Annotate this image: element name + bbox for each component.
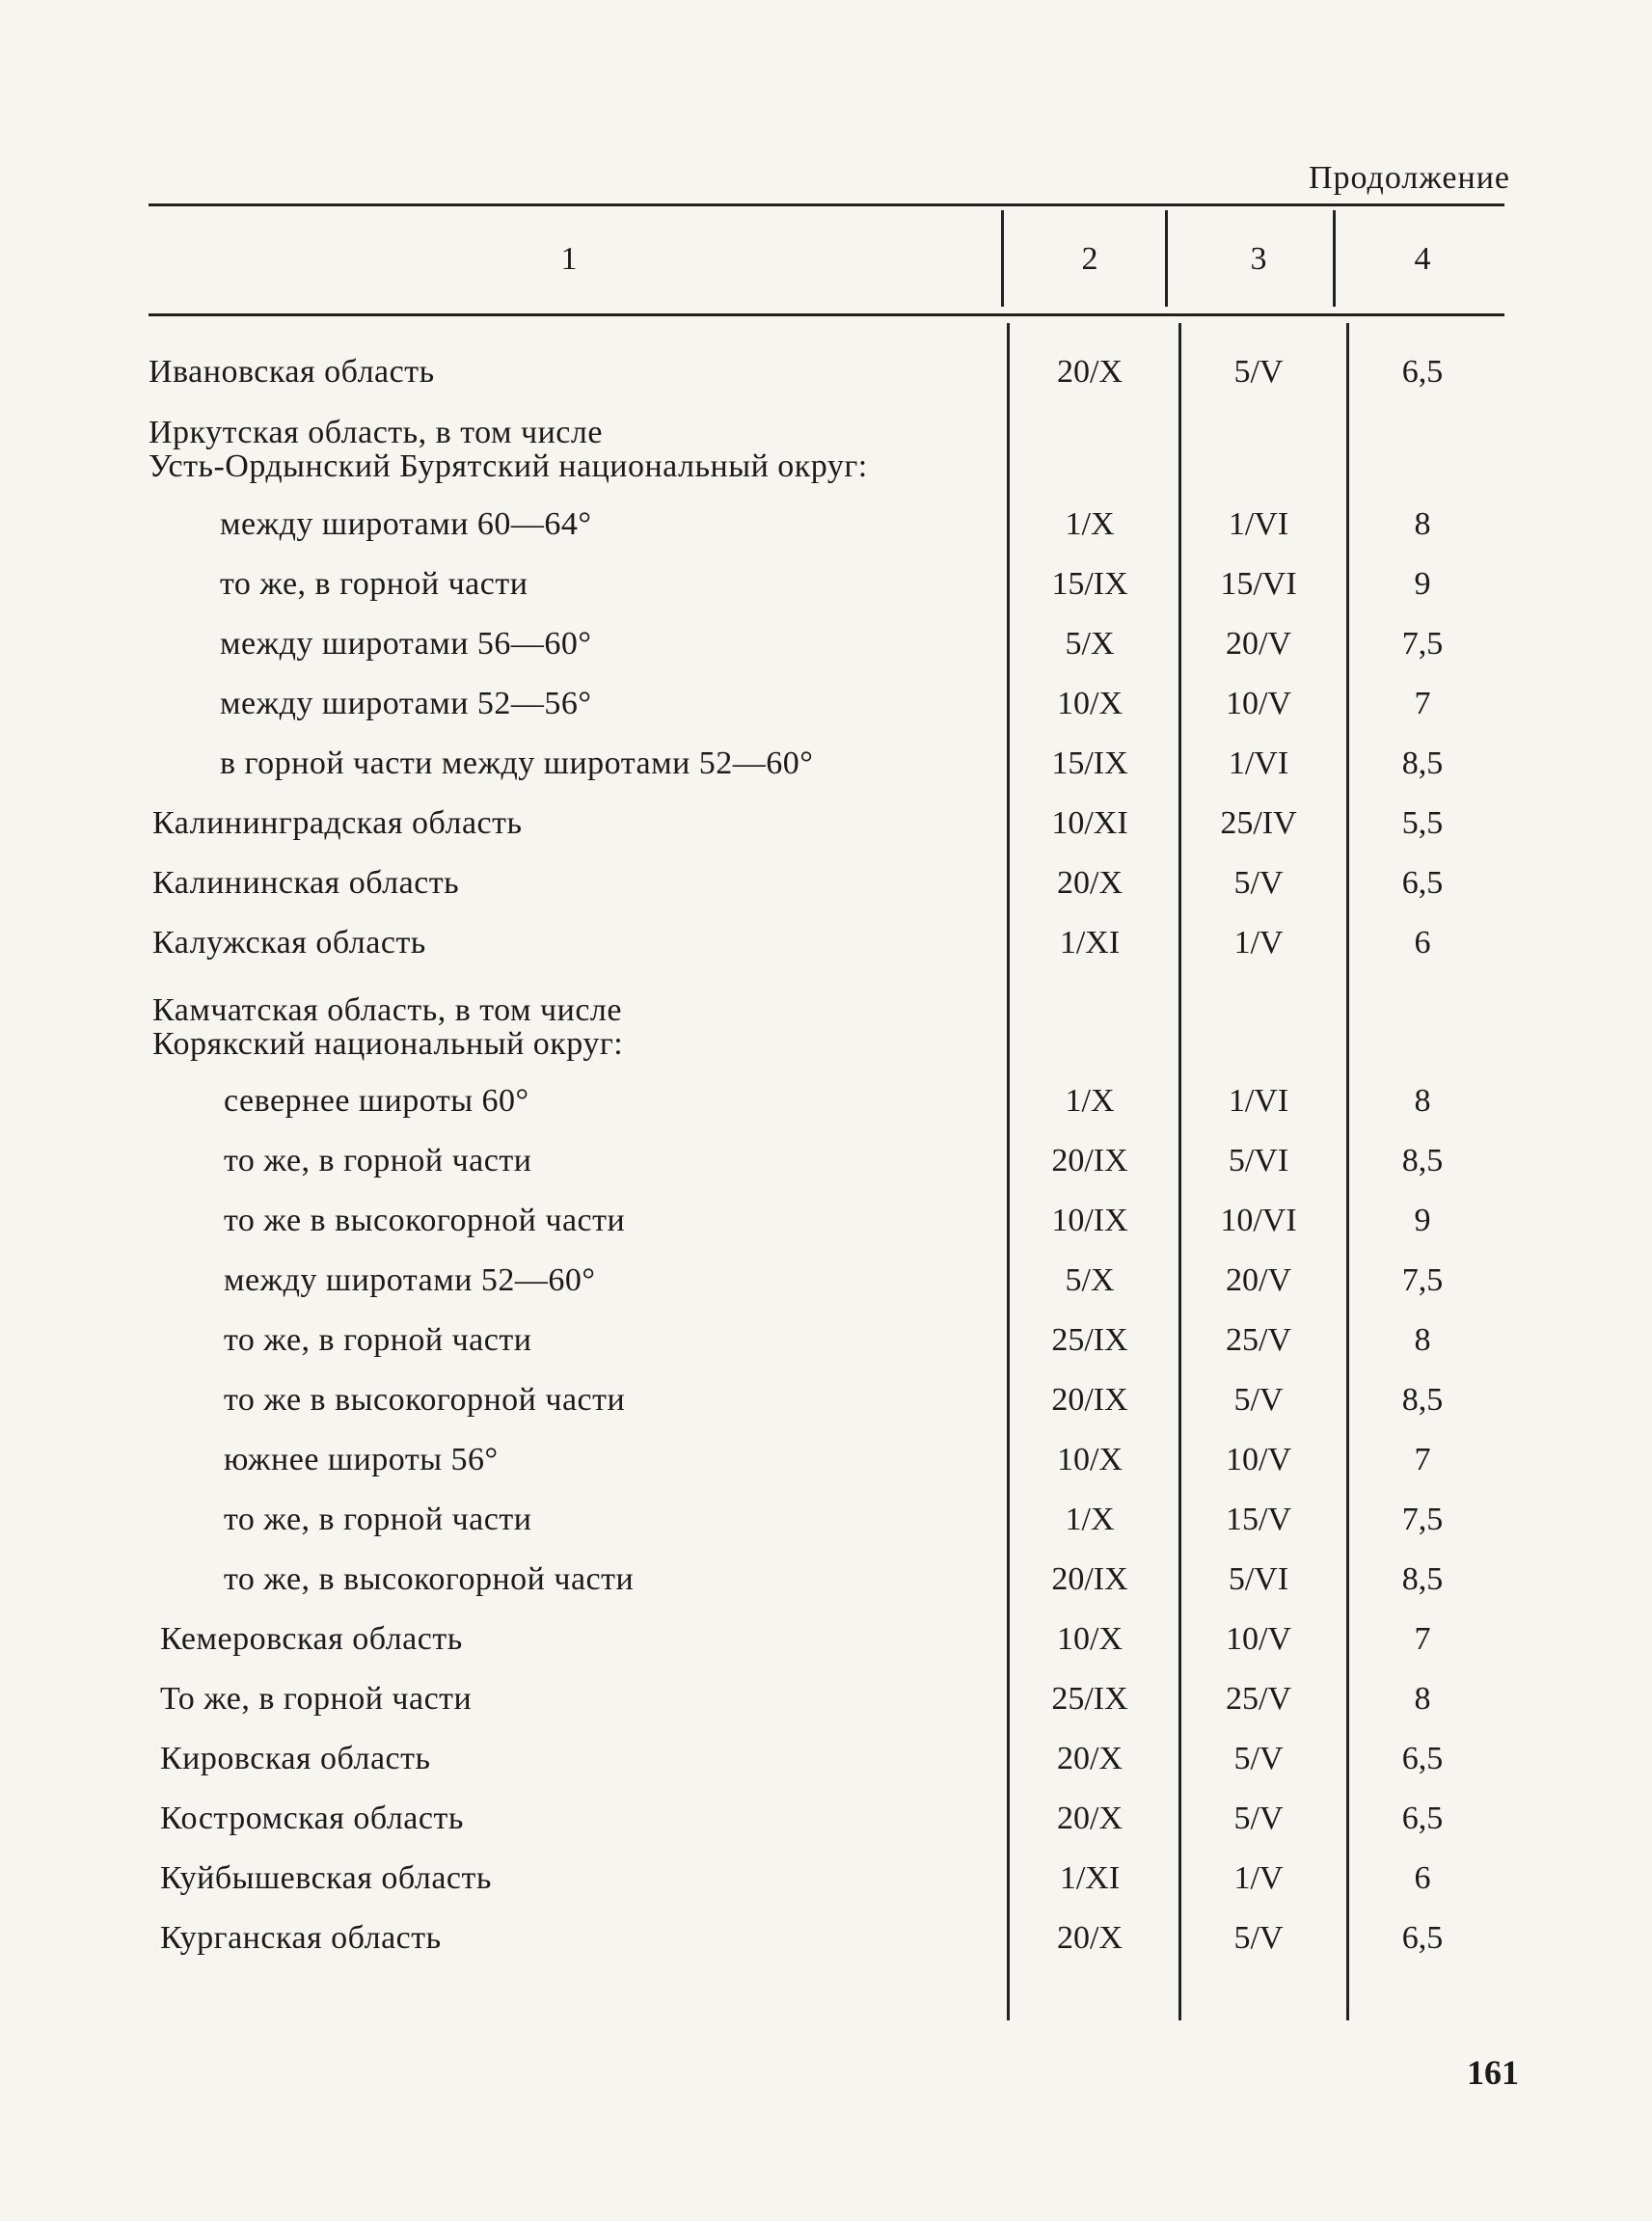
cell-col4: 6,5 (1401, 1741, 1444, 1776)
row-label: Кировская область (160, 1741, 431, 1776)
table-top-rule (149, 203, 1504, 206)
cell-col4: 8 (1414, 1083, 1431, 1119)
cell-col4: 8 (1414, 1681, 1431, 1717)
cell-col2: 20/X (1057, 1801, 1123, 1836)
row-label: Иркутская область, в том числе (149, 415, 603, 450)
column-divider-header-1 (1001, 210, 1004, 307)
row-label: то же в высокогорной части (224, 1203, 626, 1238)
row-label: Калужская область (152, 925, 426, 961)
cell-col2: 1/X (1065, 1083, 1115, 1119)
cell-col2: 5/X (1065, 1262, 1115, 1298)
cell-col3: 20/V (1226, 1262, 1291, 1298)
column-divider-body-1 (1007, 323, 1010, 2020)
cell-col4: 6,5 (1401, 1920, 1444, 1956)
cell-col3: 5/V (1233, 1382, 1284, 1418)
cell-col2: 10/IX (1051, 1203, 1128, 1238)
cell-col2: 20/X (1057, 1741, 1123, 1776)
cell-col2: 1/XI (1059, 1860, 1121, 1896)
cell-col4: 7 (1414, 1621, 1431, 1657)
row-label: то же, в высокогорной части (224, 1561, 635, 1597)
cell-col4: 8 (1414, 506, 1431, 542)
row-label: между широтами 56—60° (220, 626, 592, 662)
cell-col3: 1/VI (1228, 745, 1289, 781)
cell-col4: 7 (1414, 1442, 1431, 1477)
row-label: то же, в горной части (220, 566, 528, 602)
cell-col4: 8,5 (1401, 745, 1444, 781)
cell-col2: 1/X (1065, 1502, 1115, 1537)
cell-col3: 20/V (1226, 626, 1291, 662)
cell-col3: 1/VI (1228, 506, 1289, 542)
cell-col4: 6,5 (1401, 1801, 1444, 1836)
cell-col3: 25/V (1226, 1681, 1291, 1717)
cell-col4: 6 (1414, 1860, 1431, 1896)
cell-col3: 5/V (1233, 1741, 1284, 1776)
row-label: в горной части между широтами 52—60° (220, 745, 814, 781)
cell-col3: 1/VI (1228, 1083, 1289, 1119)
column-header-4: 4 (1414, 241, 1431, 277)
column-header-3: 3 (1250, 241, 1267, 277)
row-label: Усть-Ордынский Бурятский национальный округ: (149, 448, 868, 484)
row-label: Камчатская область, в том числе (152, 992, 622, 1028)
row-label: то же, в горной части (224, 1322, 532, 1358)
cell-col3: 25/IV (1220, 805, 1297, 841)
cell-col4: 8,5 (1401, 1561, 1444, 1597)
row-label: севернее широты 60° (224, 1083, 529, 1119)
cell-col3: 25/V (1226, 1322, 1291, 1358)
row-label: между широтами 52—60° (224, 1262, 596, 1298)
cell-col4: 8,5 (1401, 1143, 1444, 1178)
cell-col2: 10/X (1057, 686, 1123, 721)
cell-col2: 20/IX (1051, 1561, 1128, 1597)
row-label: То же, в горной части (160, 1681, 473, 1717)
row-label: Калининградская область (152, 805, 523, 841)
cell-col4: 7 (1414, 686, 1431, 721)
cell-col2: 25/IX (1051, 1322, 1128, 1358)
cell-col3: 15/VI (1220, 566, 1297, 602)
cell-col3: 10/V (1226, 686, 1291, 721)
row-label: то же в высокогорной части (224, 1382, 626, 1418)
cell-col3: 5/VI (1228, 1561, 1289, 1597)
cell-col2: 20/X (1057, 354, 1123, 390)
column-header-2: 2 (1081, 241, 1098, 277)
cell-col3: 10/V (1226, 1621, 1291, 1657)
cell-col2: 10/XI (1051, 805, 1128, 841)
row-label: Калининская область (152, 865, 460, 901)
row-label: Куйбышевская область (160, 1860, 492, 1896)
cell-col4: 6 (1414, 925, 1431, 961)
row-label: Корякский национальный округ: (152, 1026, 624, 1062)
cell-col2: 1/XI (1059, 925, 1121, 961)
column-divider-header-3 (1333, 210, 1336, 307)
cell-col4: 6,5 (1401, 354, 1444, 390)
cell-col2: 20/IX (1051, 1382, 1128, 1418)
continuation-label: Продолжение (1308, 160, 1510, 196)
row-label: Костромская область (160, 1801, 464, 1836)
cell-col2: 15/IX (1051, 566, 1128, 602)
row-label: южнее широты 56° (224, 1442, 499, 1477)
cell-col2: 10/X (1057, 1442, 1123, 1477)
cell-col4: 5,5 (1401, 805, 1444, 841)
cell-col3: 1/V (1233, 925, 1284, 961)
cell-col3: 5/V (1233, 1920, 1284, 1956)
cell-col4: 8,5 (1401, 1382, 1444, 1418)
cell-col4: 7,5 (1401, 1502, 1444, 1537)
cell-col2: 20/X (1057, 1920, 1123, 1956)
row-label: между широтами 60—64° (220, 506, 592, 542)
row-label: то же, в горной части (224, 1502, 532, 1537)
cell-col4: 6,5 (1401, 865, 1444, 901)
cell-col4: 9 (1414, 566, 1431, 602)
cell-col3: 5/V (1233, 865, 1284, 901)
cell-col2: 15/IX (1051, 745, 1128, 781)
cell-col3: 5/VI (1228, 1143, 1289, 1178)
cell-col2: 20/X (1057, 865, 1123, 901)
cell-col3: 10/VI (1220, 1203, 1297, 1238)
cell-col3: 5/V (1233, 1801, 1284, 1836)
row-label: Ивановская область (149, 354, 435, 390)
cell-col2: 1/X (1065, 506, 1115, 542)
cell-col3: 5/V (1233, 354, 1284, 390)
cell-col4: 7,5 (1401, 626, 1444, 662)
cell-col3: 10/V (1226, 1442, 1291, 1477)
row-label: между широтами 52—56° (220, 686, 592, 721)
row-label: Курганская область (160, 1920, 442, 1956)
cell-col4: 9 (1414, 1203, 1431, 1238)
cell-col3: 15/V (1226, 1502, 1291, 1537)
page-number: 161 (1467, 2053, 1519, 2092)
cell-col4: 8 (1414, 1322, 1431, 1358)
table-header-rule (149, 313, 1504, 316)
column-divider-header-2 (1165, 210, 1168, 307)
cell-col2: 25/IX (1051, 1681, 1128, 1717)
cell-col2: 20/IX (1051, 1143, 1128, 1178)
cell-col2: 10/X (1057, 1621, 1123, 1657)
column-header-1: 1 (560, 241, 578, 277)
row-label: Кемеровская область (160, 1621, 463, 1657)
row-label: то же, в горной части (224, 1143, 532, 1178)
cell-col4: 7,5 (1401, 1262, 1444, 1298)
cell-col3: 1/V (1233, 1860, 1284, 1896)
cell-col2: 5/X (1065, 626, 1115, 662)
